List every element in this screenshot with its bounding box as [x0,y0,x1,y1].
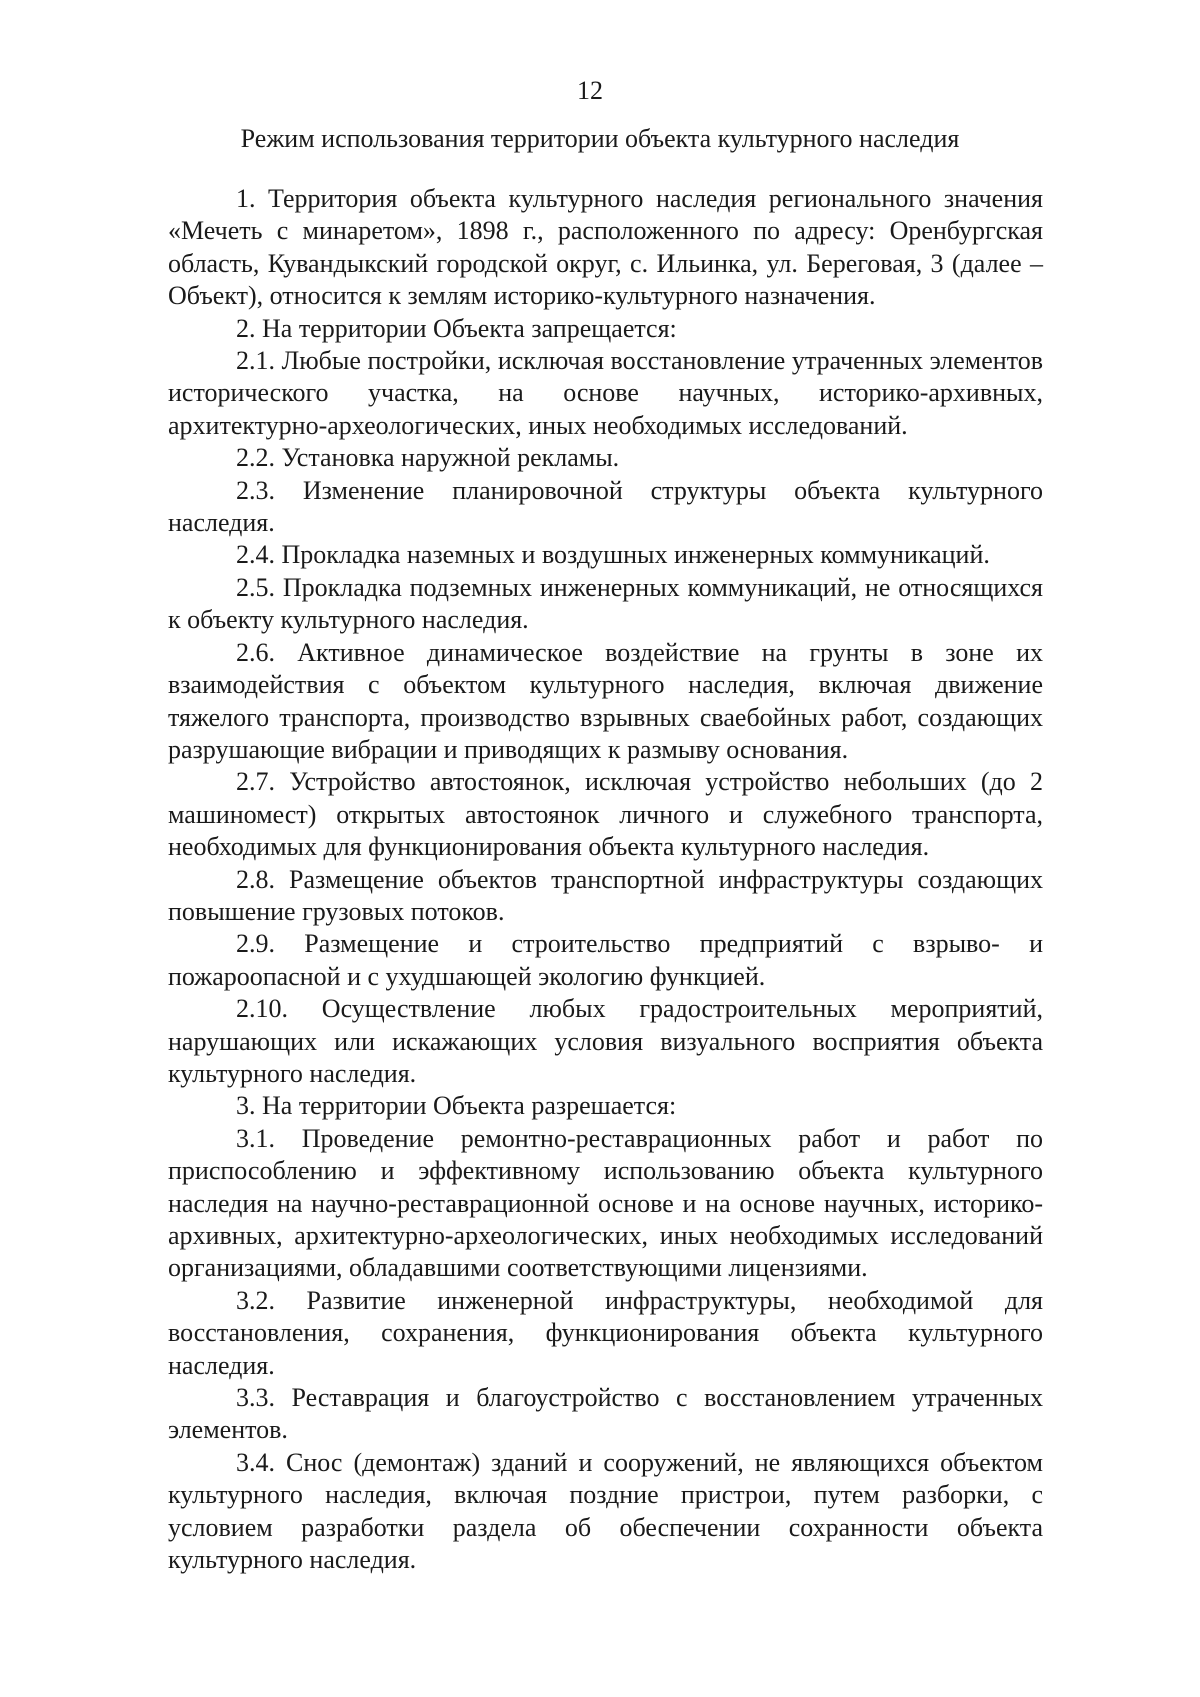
document-body [168,183,1043,1576]
paragraph-3: 3. На территории Объекта разрешается: [236,1091,677,1121]
paragraph-3-1: 3.1. Проведение ремонтно-реставрационных работ и работ по приспособлению и эффективному использованию объекта культурного наследия на научно-реставрационной основе и на основе научных, историко-архивных, архитектурно-археологических, иных необходимых исследований организациями, обладавшими соответствующими лицензиями. [168,1123,1043,1283]
document-title: Режим использования территории объекта культурного наследия [240,124,960,153]
paragraph-2-4: 2.4. Прокладка наземных и воздушных инженерных коммуникаций. [236,540,990,570]
paragraph-3-3: 3.3. Реставрация и благоустройство с восстановлением утраченных элементов. [168,1383,1043,1445]
paragraph-2: 2. На территории Объекта запрещается: [236,313,677,343]
paragraph-2-7: 2.7. Устройство автостоянок, исключая устройство небольших (до 2 машиномест) открытых автостоянок личного и служебного транспорта, необходимых для функционирования объекта культурного наследия. [168,767,1043,862]
paragraph-2-2: 2.2. Установка наружной рекламы. [236,443,620,473]
paragraph-2-1: 2.1. Любые постройки, исключая восстановление утраченных элементов исторического участка, на основе научных, историко-архивных, архитектурно-археологических, иных необходимых исследований. [168,346,1043,440]
paragraph-2-3: 2.3. Изменение планировочной структуры объекта культурного наследия. [168,475,1043,538]
paragraph-2-9: 2.9. Размещение и строительство предприятий с взрыво- и пожароопасной и с ухудшающей экологию функцией. [168,929,1043,991]
paragraph-2-6: 2.6. Активное динамическое воздействие на грунты в зоне их взаимодействия с объектом культурного наследия, включая движение тяжелого транспорта, производство взрывных сваебойных работ, создающих разрушающие вибрации и приводящих к размыву основания. [168,637,1043,764]
paragraph-3-4: 3.4. Снос (демонтаж) зданий и сооружений, не являющихся объектом культурного наследия, включая поздние пристрои, путем разборки, с условием разработки раздела об обеспечении сохранности объекта культурного наследия. [168,1447,1043,1575]
paragraph-3-2: 3.2. Развитие инженерной инфраструктуры, необходимой для восстановления, сохранения, функционирования объекта культурного наследия. [168,1285,1043,1380]
page-number: 12 [577,76,603,105]
paragraph-2-5: 2.5. Прокладка подземных инженерных коммуникаций, не относящихся к объекту культурного наследия. [168,572,1043,635]
paragraph-2-10: 2.10. Осуществление любых градостроительных мероприятий, нарушающих или искажающих условия визуального восприятия объекта культурного наследия. [168,994,1043,1088]
paragraph-2-8: 2.8. Размещение объектов транспортной инфраструктуры создающих повышение грузовых потоков. [168,864,1043,926]
paragraph-1: 1. Территория объекта культурного наследия регионального значения «Мечеть с минаретом», 1898 г., расположенного по адресу: Оренбургская область, Кувандыкский городской округ, с. Ильинка, ул. Береговая, 3 (далее – Объект), относится к землям историко-культурного назначения. [168,184,1043,311]
